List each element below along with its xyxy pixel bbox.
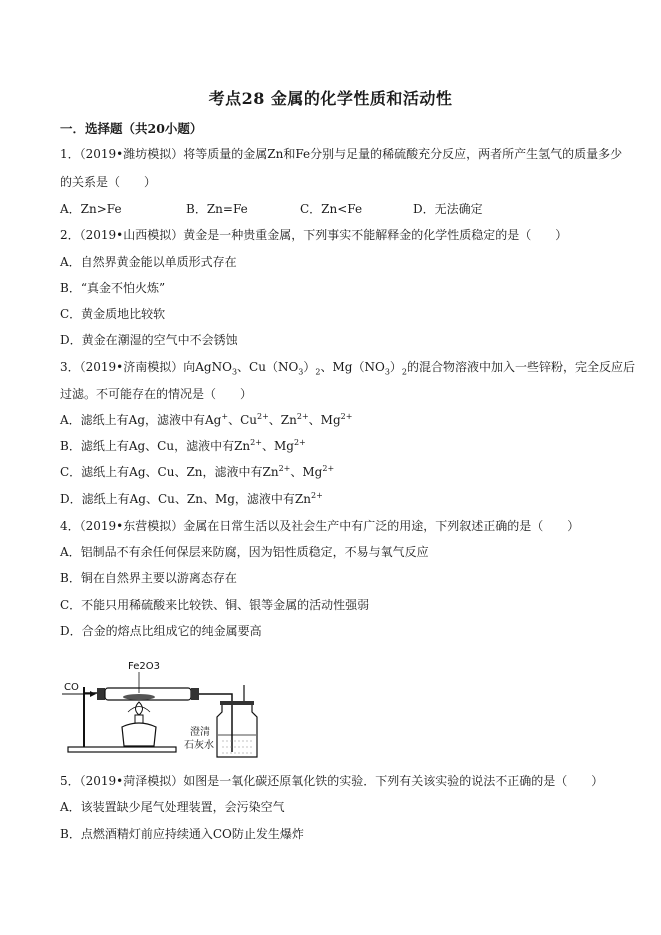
- subscript: 3: [384, 367, 390, 377]
- lamp-wick-holder: [135, 715, 143, 723]
- limewater-label-1: 澄清: [190, 727, 210, 738]
- q1-option-c: C．Zn<Fe: [300, 202, 363, 216]
- q2-option-d: D．黄金在潮湿的空气中不会锈蚀: [60, 333, 238, 347]
- subscript: 2: [315, 367, 321, 377]
- bottle-stopper: [220, 701, 254, 705]
- superscript: 2+: [278, 464, 291, 473]
- q4-option-c: C．不能只用稀硫酸来比较铁、铜、银等金属的活动性强弱: [60, 598, 370, 612]
- stand-base: [68, 747, 176, 752]
- q5-option-a: A．该装置缺少尾气处理装置，会污染空气: [60, 800, 285, 814]
- question-1-options: [60, 201, 620, 217]
- subscript: 3: [231, 367, 238, 377]
- ion-text: 、Mg: [261, 439, 294, 453]
- flame-guard: [128, 707, 150, 713]
- section-heading: 一．选择题（共20小题）: [60, 121, 203, 136]
- alcohol-lamp: [122, 723, 156, 746]
- co-label: CO: [64, 682, 79, 693]
- superscript: 2+: [322, 464, 335, 473]
- q2-option-a: A．自然界黄金能以单质形式存在: [60, 255, 237, 269]
- page-title: 考点28 金属的化学性质和活动性: [208, 89, 453, 108]
- q3-option-c: [60, 464, 334, 480]
- q4-option-a: A．铝制品不有余任何保层来防腐，因为铝性质稳定，不易与氧气反应: [60, 545, 429, 559]
- q5-option-b: B．点燃酒精灯前应持续通入CO防止发生爆炸: [60, 827, 304, 841]
- ion-text: 、Zn: [268, 413, 297, 427]
- q3-option-b-text: B．滤纸上有Ag、Cu，滤液中有Zn: [60, 439, 251, 453]
- subscript: 3: [298, 367, 304, 377]
- q1-option-d: D．无法确定: [413, 202, 483, 216]
- question-4-stem: 4．（2019•东营模拟）金属在日常生活以及社会生产中有广泛的用途，下列叙述正确的是（ ）: [60, 519, 580, 533]
- q3-option-a-text: A．滤纸上有Ag，滤液中有Ag: [60, 413, 222, 427]
- superscript: 2+: [293, 438, 306, 447]
- ion-text: 、Mg: [308, 413, 341, 427]
- superscript: 2+: [250, 438, 262, 447]
- q3-stem-part: 的混合物溶液中加入一些锌粉，完全反应后: [407, 360, 636, 374]
- q3-stem-part: ）: [303, 360, 316, 374]
- limewater-label-2: 石灰水: [184, 740, 214, 751]
- fe2o3-powder: [123, 694, 155, 700]
- q3-stem-part: 、Mg（NO: [320, 360, 385, 374]
- subscript: 2: [401, 367, 408, 377]
- question-3-stem-line1: [60, 359, 635, 375]
- limewater-bottle: [217, 704, 257, 757]
- q3-option-b: [60, 438, 306, 454]
- q2-option-c: C．黄金质地比较软: [60, 307, 166, 321]
- q4-option-b: B．铜在自然界主要以游离态存在: [60, 571, 237, 585]
- q3-stem-part: 、Cu（NO: [237, 360, 299, 374]
- question-3-stem-line2: 过滤。不可能存在的情况是（ ）: [60, 387, 253, 401]
- right-stopper: [191, 688, 199, 700]
- q1-option-b: B．Zn=Fe: [186, 202, 248, 216]
- flame-icon: [136, 702, 143, 715]
- q3-stem-part: 3．（2019•济南模拟）向AgNO: [60, 360, 232, 374]
- q2-option-b: B．“真金不怕火炼”: [60, 281, 166, 295]
- q3-option-a: [60, 412, 352, 428]
- left-stopper: [97, 688, 105, 700]
- q1-option-a: A．Zn>Fe: [60, 202, 122, 216]
- q3-option-d-text: D．滤纸上有Ag、Cu、Zn、Mg，滤液中有Zn: [60, 492, 311, 506]
- q3-option-d: [60, 491, 323, 507]
- co-reduction-apparatus-figure: [62, 657, 272, 760]
- superscript: 2+: [296, 412, 309, 421]
- question-2-stem: 2．（2019•山西模拟）黄金是一种贵重金属，下列事实不能解释金的化学性质稳定的是（ ）: [60, 228, 568, 242]
- question-5-stem: 5．（2019•菏泽模拟）如图是一氧化碳还原氧化铁的实验．下列有关该实验的说法不正确的是（ ）: [60, 774, 604, 788]
- ion-text: 、Cu: [228, 413, 257, 427]
- ion-text: 、Mg: [290, 465, 323, 479]
- superscript: 2+: [340, 412, 353, 421]
- fe2o3-label: Fe2O3: [128, 661, 160, 672]
- superscript: 2+: [257, 412, 269, 421]
- question-1-stem-line1: 1．（2019•潍坊模拟）将等质量的金属Zn和Fe分别与足量的稀硫酸充分反应，两者所产生氢气的质量多少: [60, 147, 623, 161]
- question-1-stem-line2: 的关系是（ ）: [60, 175, 157, 189]
- co-arrow-head-icon: [90, 691, 96, 697]
- q3-stem-part: ）: [389, 360, 402, 374]
- superscript: +: [221, 412, 229, 421]
- q3-option-c-text: C．滤纸上有Ag、Cu、Zn，滤液中有Zn: [60, 465, 279, 479]
- superscript: 2+: [310, 491, 323, 500]
- q4-option-d: D．合金的熔点比组成它的纯金属要高: [60, 624, 262, 638]
